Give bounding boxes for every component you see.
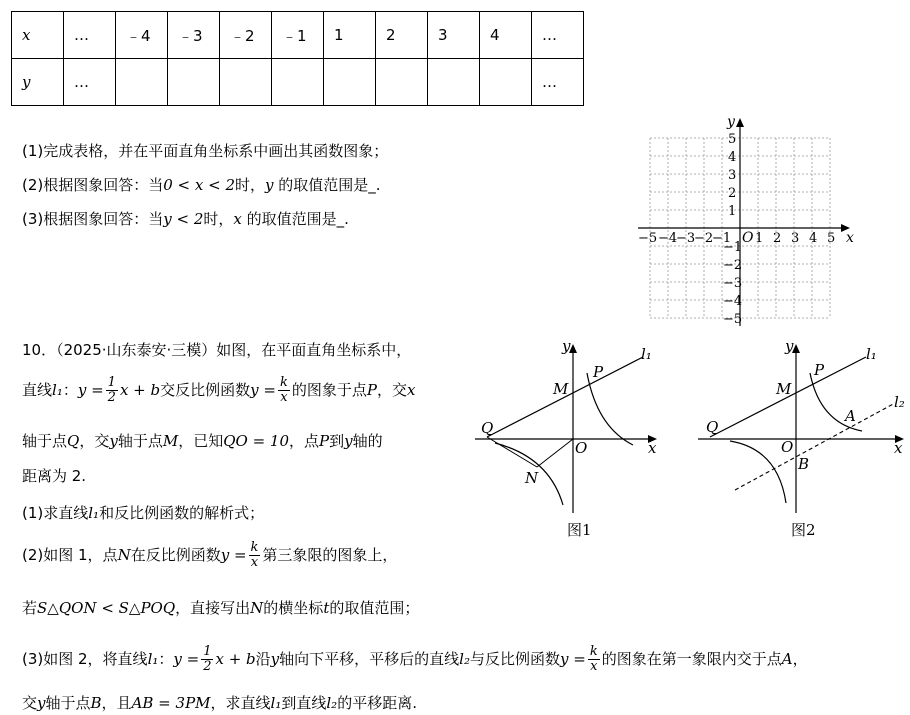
q10-line2 <box>22 376 415 405</box>
math: l₂ <box>326 694 338 712</box>
hyperbola-branch-1 <box>587 373 633 445</box>
y-axis-arrow-icon <box>736 118 744 127</box>
table-cell: … <box>532 59 584 106</box>
x-axis-label: x <box>648 439 657 457</box>
math: Q <box>67 432 80 450</box>
text: 的取值范围； <box>329 599 420 617</box>
text: (1)求直线 <box>22 504 89 522</box>
math: M <box>162 432 179 450</box>
text: ，交 <box>79 432 110 450</box>
q9-part3-text-b: 时， <box>203 210 234 228</box>
x-tick-label: −2 <box>694 231 714 246</box>
math: l₁ <box>147 650 159 668</box>
text: 和反比例函数的解析式； <box>99 504 265 522</box>
table-cell <box>272 59 324 106</box>
line-l2 <box>735 403 895 490</box>
line-l2-label: l₂ <box>894 393 905 411</box>
denominator: 2 <box>107 390 116 405</box>
text: 距离为 2. <box>22 467 87 485</box>
text: ，直接写出 <box>175 599 251 617</box>
text: 轴于点 <box>22 432 68 450</box>
denominator: x <box>250 555 259 570</box>
point-Q-label: Q <box>706 418 719 436</box>
table-row-x <box>12 12 584 59</box>
text: 轴向下平移，平移后的直线 <box>279 650 460 668</box>
text: 直线 <box>22 381 53 399</box>
text: 的图象于点 <box>291 381 367 399</box>
q10-line4 <box>22 465 86 486</box>
math: l₁ <box>270 694 282 712</box>
q9-part1 <box>22 140 388 161</box>
y-axis-label: y <box>727 114 735 130</box>
q9-part2-var: y <box>265 176 274 194</box>
y-axis-label: y <box>562 337 571 355</box>
x-tick-label: 4 <box>809 231 818 246</box>
y-tick-label: 1 <box>728 204 737 219</box>
text: 到直线 <box>281 694 327 712</box>
table-cell: … <box>532 12 584 59</box>
fraction <box>278 376 290 405</box>
q9-part3-var: x <box>233 210 242 228</box>
math: N <box>250 599 264 617</box>
numerator: 1 <box>203 644 212 659</box>
text: ： <box>158 650 174 668</box>
y-axis-label: y <box>785 337 794 355</box>
point-Q-label: Q <box>481 419 494 437</box>
value-table <box>11 11 584 106</box>
y-tick-label: 5 <box>728 132 737 147</box>
math: y = <box>173 650 200 668</box>
line-l1-label: l₁ <box>641 345 652 363</box>
text: (3)如图 2，将直线 <box>22 650 148 668</box>
table-row-y <box>12 59 584 106</box>
q9-part2-text-b: 时， <box>235 176 266 194</box>
table-cell <box>116 59 168 106</box>
figure-caption: 图1 <box>567 521 592 539</box>
fraction <box>588 645 600 674</box>
math: x + b <box>119 381 161 399</box>
denominator: x <box>280 390 288 405</box>
table-cell: … <box>64 12 116 59</box>
x-axis-label: x <box>894 439 903 457</box>
text: ，求直线 <box>210 694 271 712</box>
x-tick-label: 1 <box>755 231 764 246</box>
math: t <box>323 599 330 617</box>
y-tick-label: −3 <box>723 276 743 291</box>
table-cell <box>376 59 428 106</box>
text: 在反比例函数 <box>130 546 221 564</box>
denominator: x <box>590 659 598 674</box>
q10-line3 <box>22 430 383 451</box>
x-tick-label: −1 <box>712 231 732 246</box>
table-cell: 1 <box>324 12 376 59</box>
q9-part3 <box>22 208 349 229</box>
table-cell: ﹣1 <box>272 12 324 59</box>
y-tick-label: −4 <box>723 294 743 309</box>
denominator: 2 <box>203 659 212 674</box>
fraction <box>249 541 261 570</box>
text: 的图象在第一象限内交于点 <box>601 650 782 668</box>
point-N-label: N <box>525 469 539 487</box>
point-P-label: P <box>593 363 604 381</box>
x-tick-label: −5 <box>638 231 658 246</box>
hyperbola-branch-3 <box>730 441 786 503</box>
table-cell: ﹣3 <box>168 12 220 59</box>
text: 轴的 <box>352 432 383 450</box>
x-tick-label: 5 <box>827 231 836 246</box>
numerator: k <box>279 375 288 390</box>
text: 到 <box>329 432 345 450</box>
text: 沿 <box>255 650 271 668</box>
q9-part1-text: (1)完成表格，并在平面直角坐标系中画出其函数图象； <box>22 142 389 160</box>
line-l1-label: l₁ <box>866 345 877 363</box>
table-cell <box>324 59 376 106</box>
text: ，已知 <box>178 432 224 450</box>
x-tick-label: −4 <box>658 231 678 246</box>
point-P-label: P <box>814 361 825 379</box>
math: x + b <box>215 650 256 668</box>
math: y = <box>250 381 276 399</box>
numerator: k <box>589 644 598 659</box>
x-tick-label: 2 <box>773 231 782 246</box>
table-cell: ﹣2 <box>220 12 272 59</box>
math: A <box>781 650 793 668</box>
fraction <box>106 376 118 405</box>
point-M-label: M <box>776 380 792 398</box>
math: B <box>90 694 102 712</box>
math: y = <box>77 381 104 399</box>
q9-part2-condition: 0 < x < 2 <box>163 176 236 194</box>
math: y <box>270 650 280 668</box>
math: QO = 10 <box>223 432 290 450</box>
q10-part2 <box>22 541 397 570</box>
text: 的横坐标 <box>263 599 324 617</box>
q10-title-text: 10．（2025·山东泰安·三模）如图，在平面直角坐标系中， <box>22 341 412 359</box>
table-cell: 4 <box>480 12 532 59</box>
table-cell: ﹣4 <box>116 12 168 59</box>
text: ，交 <box>376 381 407 399</box>
y-tick-label: −2 <box>723 258 743 273</box>
q10-part1 <box>22 502 264 523</box>
text: 的平移距离. <box>337 694 417 712</box>
math: l₁ <box>52 381 63 399</box>
y-tick-label: 2 <box>728 186 737 201</box>
math: S△QON <box>37 599 97 617</box>
origin-label: O <box>742 230 754 246</box>
math: x <box>406 381 416 399</box>
y-tick-label: 3 <box>728 168 737 183</box>
figure-caption: 图2 <box>791 521 816 539</box>
table-cell <box>480 59 532 106</box>
math: < <box>96 599 119 617</box>
math: l₁ <box>88 504 100 522</box>
math: y <box>109 432 118 450</box>
q9-part3-text-c: 的取值范围是_. <box>241 210 349 228</box>
q10-part3 <box>22 645 808 674</box>
q9-part2 <box>22 174 381 195</box>
x-tick-label: 3 <box>791 231 800 246</box>
y-tick-label: −1 <box>723 240 743 255</box>
figure-1 <box>465 335 670 545</box>
table-cell <box>220 59 272 106</box>
text: ，且 <box>101 694 132 712</box>
x-axis-label: x <box>846 230 854 246</box>
q10-title <box>22 339 411 360</box>
text: 交反比例函数 <box>160 381 251 399</box>
q9-part3-text-a: (3)根据图象回答：当 <box>22 210 164 228</box>
math: y <box>37 694 46 712</box>
math: y = <box>560 650 586 668</box>
figure-2 <box>690 335 908 545</box>
q9-part2-text-a: (2)根据图象回答：当 <box>22 176 164 194</box>
text: (2)如图 1，点 <box>22 546 118 564</box>
table-cell: 3 <box>428 12 480 59</box>
table-cell: 2 <box>376 12 428 59</box>
math: AB = 3PM <box>131 694 211 712</box>
y-tick-label: 4 <box>728 150 737 165</box>
point-M-label: M <box>553 380 569 398</box>
text: 交 <box>22 694 38 712</box>
fraction <box>201 645 213 674</box>
math: P <box>366 381 377 399</box>
math: l₂ <box>459 650 470 668</box>
text: 与反比例函数 <box>469 650 560 668</box>
math: y = <box>220 546 247 564</box>
math: P <box>319 432 330 450</box>
q10-part2-b <box>22 597 419 618</box>
table-cell: y <box>12 59 64 106</box>
math: N <box>117 546 131 564</box>
text: 第三象限的图象上， <box>262 546 398 564</box>
segment-NO <box>537 439 573 467</box>
point-A-label: A <box>845 407 856 425</box>
q9-part2-text-c: 的取值范围是_. <box>273 176 381 194</box>
text: 轴于点 <box>45 694 91 712</box>
x-tick-label: −3 <box>676 231 696 246</box>
math: S△POQ <box>118 599 176 617</box>
numerator: 1 <box>107 375 116 390</box>
numerator: k <box>250 540 259 555</box>
table-cell <box>168 59 220 106</box>
text: 轴于点 <box>117 432 163 450</box>
q10-part3-b <box>22 692 417 713</box>
table-cell: … <box>64 59 116 106</box>
text: 若 <box>22 599 38 617</box>
math: y <box>344 432 353 450</box>
segment-QN <box>487 437 537 467</box>
table-cell <box>428 59 480 106</box>
point-B-label: B <box>798 455 810 473</box>
q9-part3-condition: y < 2 <box>163 210 204 228</box>
text: ， <box>792 650 808 668</box>
coordinate-grid <box>630 110 860 330</box>
text: ，点 <box>289 432 320 450</box>
point-O-label: O <box>575 439 588 457</box>
table-cell: x <box>12 12 64 59</box>
point-O-label: O <box>781 438 794 456</box>
y-tick-label: −5 <box>723 312 743 327</box>
text: ： <box>62 381 78 399</box>
